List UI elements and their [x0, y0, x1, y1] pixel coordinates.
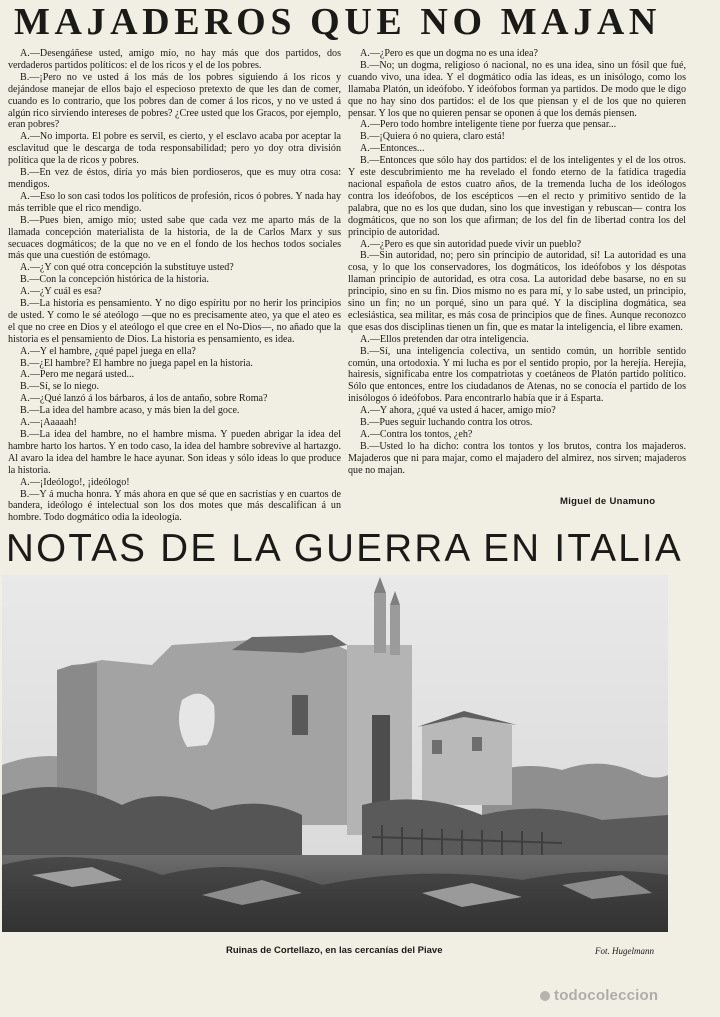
- dialogue-paragraph: A.—Desengáñese usted, amigo mío, no hay más que dos partidos, dos verdaderos partidos políticos: el de los ricos y el de los pobres.: [8, 48, 341, 71]
- dialogue-paragraph: B.—¡Quiera ó no quiera, claro está!: [360, 131, 505, 143]
- dialogue-paragraph: A.—Entonces...: [360, 143, 425, 155]
- dialogue-paragraph: A.—¡Ideólogo!, ¡ideólogo!: [20, 476, 130, 488]
- dialogue-paragraph: A.—Ellos pretenden dar otra inteligencia.: [360, 333, 529, 345]
- site-watermark: [540, 987, 712, 1004]
- dialogue-paragraph: B.—Y á mucha honra. Y más ahora en que sé que en sacristías y en cuartos de bandera, ideólogo é intelectual son los dos motes que más descalifican á un hombre. Todo dogmático odia la ideología.: [8, 488, 341, 524]
- left-text-column: [8, 48, 341, 524]
- dialogue-paragraph: B.—Sí, se lo niego.: [20, 381, 100, 393]
- photo-credit: Fot. Hugelmann: [595, 946, 654, 956]
- dialogue-paragraph: A.—Pero todo hombre inteligente tiene por fuerza que pensar...: [360, 119, 617, 131]
- dialogue-paragraph: A.—¿Pero es que un dogma no es una idea?: [360, 48, 538, 59]
- dialogue-paragraph: B.—En vez de éstos, diría yo más bien pordioseros, que es muy otra cosa: mendigos.: [8, 167, 341, 190]
- watermark-text: todocoleccion: [554, 987, 659, 1004]
- author-signature: Miguel de Unamuno: [560, 496, 656, 507]
- dialogue-paragraph: A.—¡Aaaaah!: [20, 417, 77, 429]
- dialogue-paragraph: A.—Contra los tontos, ¿eh?: [360, 429, 473, 440]
- dialogue-paragraph: A.—Y el hambre, ¿qué papel juega en ella?: [20, 345, 196, 357]
- dialogue-paragraph: B.—¿El hambre? El hambre no juega papel en la historia.: [20, 357, 253, 369]
- dialogue-paragraph: A.—¿Y cuál es esa?: [20, 286, 102, 298]
- dialogue-paragraph: A.—Y ahora, ¿qué va usted á hacer, amigo mío?: [360, 405, 556, 417]
- watermark-logo-icon: [540, 991, 550, 1001]
- dialogue-paragraph: B.—Sin autoridad, no; pero sin principio de autoridad, sí! La autoridad es una cosa, y lo que los conservadores, los dogmáticos, los ideófobos y los déspotas llaman principio de autoridad, es otra cosa. La autoridad debe basarse, no en su principio, sino en su fin. Dios mismo no es para mí, y lo sabe usted, un principio, sino un fin; no un porqué, sino un para qué. Y la disciplina dogmática, sea eclesiástica, sea militar, es más cosa de principios que de fines. Aunque reconozco que esas dos disciplinas tienen un fin, que es matar la inteligencia, el libre examen.: [348, 250, 686, 333]
- dialogue-paragraph: B.—¡Pero no ve usted á los más de los pobres siguiendo á los ricos y dejándose manejar de ellos bajo el especioso pretexto de que les dan de comer, cuando es lo contrario, que los pobres dan de comer á los ricos, y no ve usted á algún rico sirviendo intereses de pobres? ¿Cree usted que los Gracos, por ejemplo, eran pobres?: [8, 71, 341, 131]
- dialogue-paragraph: A.—¿Y con qué otra concepción la substituye usted?: [20, 262, 234, 274]
- dialogue-paragraph: A.—¿Qué lanzó á los bárbaros, á los de antaño, sobre Roma?: [20, 393, 268, 405]
- right-text-column: [348, 48, 686, 476]
- article-title: MAJADEROS QUE NO MAJAN: [14, 1, 661, 43]
- dialogue-paragraph: B.—La idea del hambre acaso, y más bien la del goce.: [20, 405, 240, 417]
- dialogue-paragraph: B.—No; un dogma, religioso ó nacional, no es una idea, sino un fósil que fué, cuando vivo, una idea. Y el dogmático odia las ideas, es un inisólogo, como los llamaba Platón, un ideófobo. Y ideófobos forman ya partidos. De modo que le digo que no hay sino dos partidos: el de los que piensan y el de los que no quieren pensar. Y los que no quieren pensar se oponen á que los demás piensen.: [348, 59, 686, 119]
- dialogue-paragraph: A.—No importa. El pobre es servil, es cierto, y el esclavo acaba por aceptar la esclavitud que le descarga de toda responsabilidad; pero yo doy otra división política que la de ricos y pobres.: [8, 131, 341, 167]
- dialogue-paragraph: B.—La historia es pensamiento. Y no digo espíritu por no herir los principios de usted. Y como le sé ateólogo —que no es precisamente ateo, ya que el ateo es el que no cree en Dios y el ateólogo el que cree en el No-Dios—, no añado que la historia es el pensamiento de Dios. La historia es pensamiento, es idea.: [8, 298, 341, 345]
- photo-caption: Ruinas de Cortellazo, en las cercanías del Piave: [226, 945, 443, 956]
- dialogue-paragraph: B.—Pues bien, amigo mío; usted sabe que cada vez me aparto más de la llamada concepción materialista de la historia, de la de Carlos Marx y sus secuaces dogmáticos; de la que no ve en el fondo de los hechos todos sociales más que una cuestión de estómago.: [8, 214, 341, 262]
- dialogue-paragraph: B.—Entonces que sólo hay dos partidos: el de los inteligentes y el de los otros. Y este descubrimiento me ha revelado el fondo eterno de la fatídica tragedia nacional española de estos cuatro años, de la tremenda lucha de los ideólogos contra los ideófobos, de los escépticos —en el recto y primitivo sentido de la palabra, que no es los que dudan, sino los que investigan y rebuscan— contra los dogmáticos, que no son los que afirman; de los del fin de libertad contra los del principio de autoridad.: [348, 155, 686, 238]
- section-title: NOTAS DE LA GUERRA EN ITALIA: [6, 527, 683, 570]
- dialogue-paragraph: B.—Usted lo ha dicho: contra los tontos y los brutos, contra los majaderos. Majaderos que ni para majar, como el majadero del almirez, nos sirven; majaderos que no majan.: [348, 440, 686, 476]
- dialogue-paragraph: A.—¿Pero es que sin autoridad puede vivir un pueblo?: [360, 238, 582, 250]
- war-ruins-photo: [2, 575, 668, 932]
- dialogue-paragraph: A.—Pero me negará usted...: [20, 369, 135, 381]
- dialogue-paragraph: B.—Con la concepción histórica de la historia.: [20, 274, 209, 286]
- dialogue-paragraph: A.—Eso lo son casi todos los políticos de profesión, ricos ó pobres. Y nada hay más terrible que el rico mendigo.: [8, 190, 341, 214]
- dialogue-paragraph: B.—Pues seguir luchando contra los otros.: [360, 417, 533, 429]
- dialogue-paragraph: B.—Sí, una inteligencia colectiva, un sentido común, un horrible sentido común, una ortodoxia. Y mi lucha es por el sentido propio, por la herejía. Herejía, hairesis, significaba entre los compatriotas y coetáneos de Platón partido político. Sólo que entonces, entre los ciudadanos de Atenas, no se conocía el partido de los inisólogos ó ideófobos. Para encontrarlo había que ir á Esparta.: [348, 345, 686, 405]
- dialogue-paragraph: B.—La idea del hambre, no el hambre misma. Y pueden abrigar la idea del hambre harto los hartos. Y en todo caso, la idea del hambre sobrevive al hartazgo. Al avaro la idea del hambre le hace ayunar. Son ideas y sólo ideas lo que produce la historia.: [8, 429, 341, 476]
